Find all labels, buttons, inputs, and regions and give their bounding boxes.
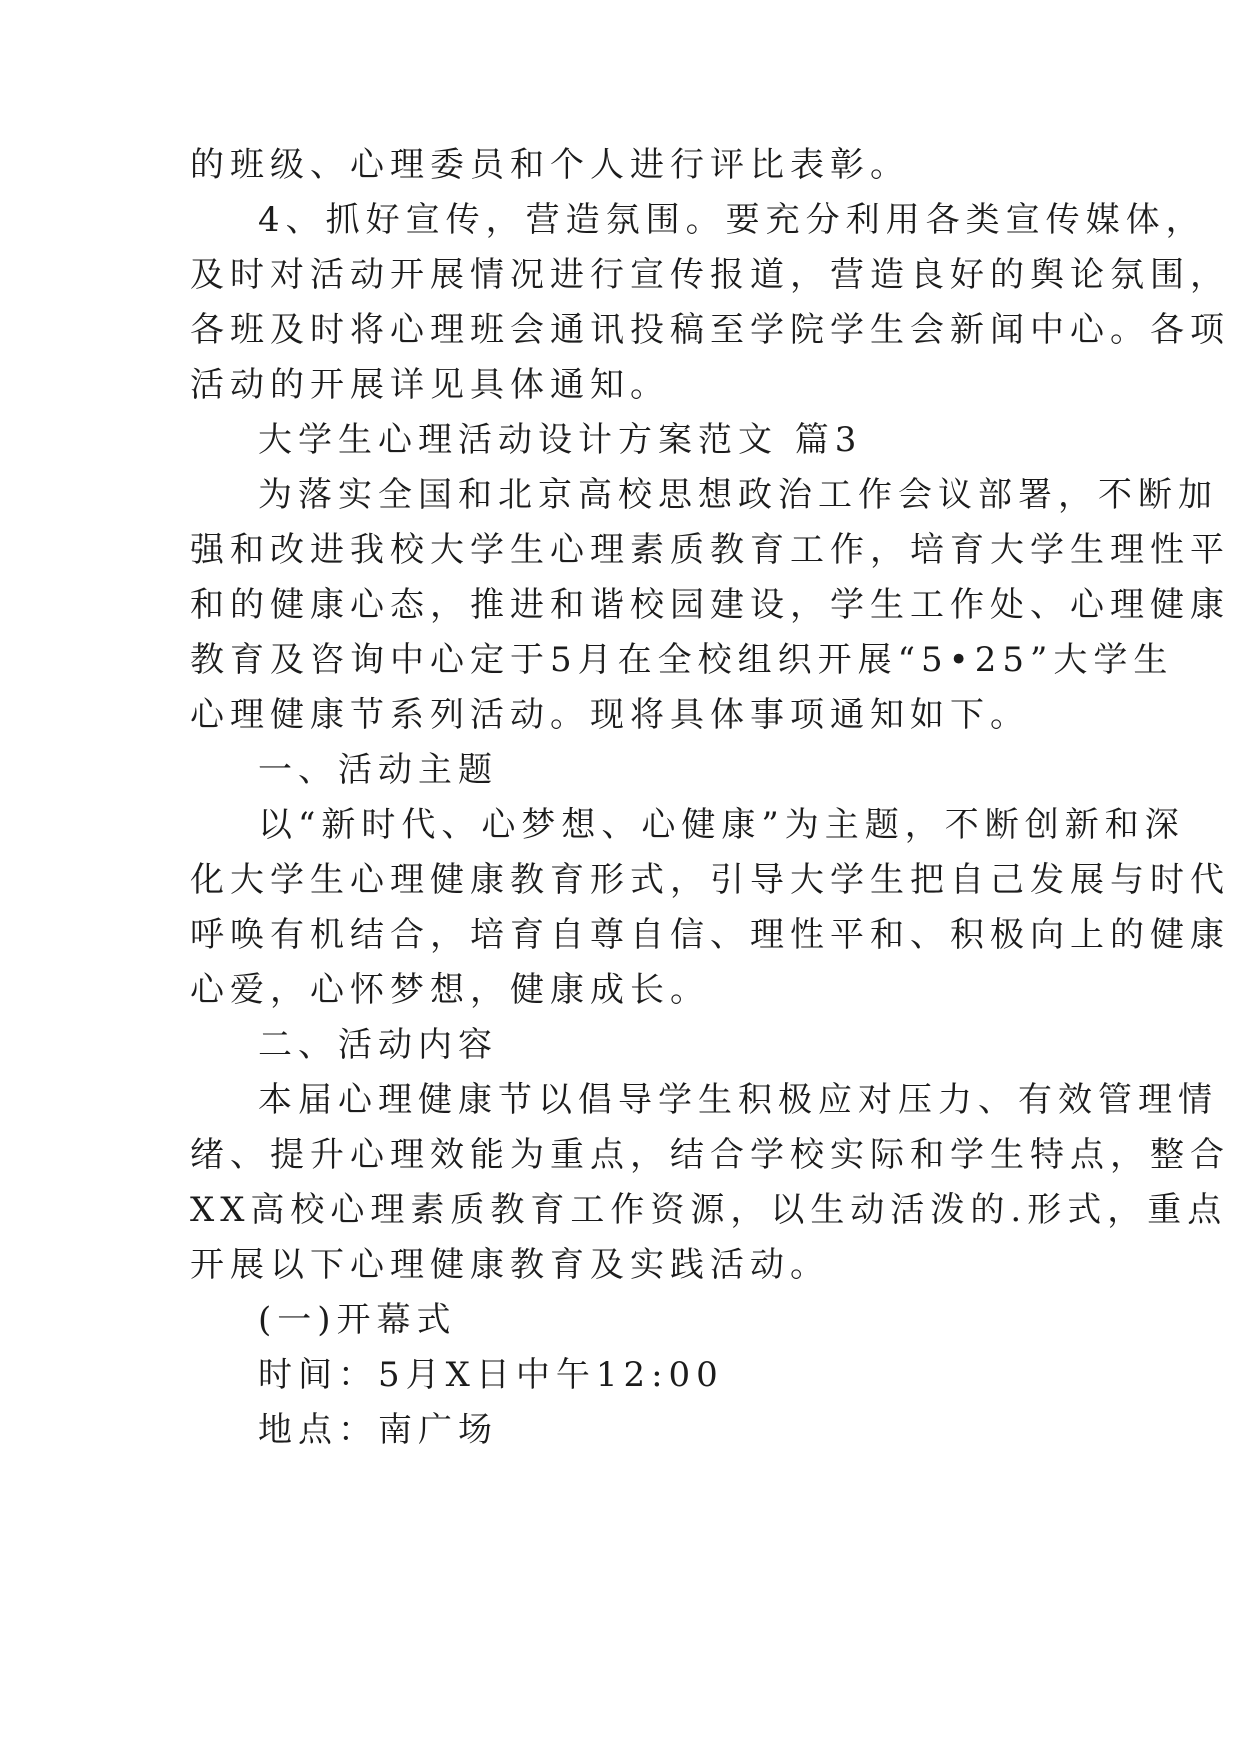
text-line: 时间：5月X日中午12:00 <box>258 1355 724 1395</box>
text-line: 各班及时将心理班会通讯投稿至学院学生会新闻中心。各项 <box>190 310 1230 350</box>
section-heading: (一)开幕式 <box>258 1300 457 1340</box>
text-line: 强和改进我校大学生心理素质教育工作，培育大学生理性平 <box>190 530 1230 570</box>
text-line: 为落实全国和北京高校思想政治工作会议部署，不断加 <box>258 475 1218 515</box>
text-line: 本届心理健康节以倡导学生积极应对压力、有效管理情 <box>258 1080 1218 1120</box>
text-line: XX高校心理素质教育工作资源，以生动活泼的.形式，重点 <box>190 1190 1228 1230</box>
section-heading: 一、活动主题 <box>258 750 498 790</box>
text-line: 开展以下心理健康教育及实践活动。 <box>190 1245 830 1285</box>
text-line: 教育及咨询中心定于5月在全校组织开展“5•25”大学生 <box>190 640 1174 680</box>
text-line: 化大学生心理健康教育形式，引导大学生把自己发展与时代 <box>190 860 1230 900</box>
text-line: 和的健康心态，推进和谐校园建设，学生工作处、心理健康 <box>190 585 1230 625</box>
text-line: 绪、提升心理效能为重点，结合学校实际和学生特点，整合 <box>190 1135 1230 1175</box>
section-heading: 二、活动内容 <box>258 1025 498 1065</box>
text-line: 活动的开展详见具体通知。 <box>190 365 670 405</box>
section-heading: 大学生心理活动设计方案范文 篇3 <box>258 420 863 460</box>
text-line: 及时对活动开展情况进行宣传报道，营造良好的舆论氛围， <box>190 255 1230 295</box>
text-line: 的班级、心理委员和个人进行评比表彰。 <box>190 145 910 185</box>
text-line: 心爱，心怀梦想，健康成长。 <box>190 970 710 1010</box>
text-line: 地点：南广场 <box>258 1410 498 1450</box>
text-line: 以“新时代、心梦想、心健康”为主题，不断创新和深 <box>258 805 1185 845</box>
text-line: 呼唤有机结合，培育自尊自信、理性平和、积极向上的健康 <box>190 915 1230 955</box>
text-line: 4、抓好宣传，营造氛围。要充分利用各类宣传媒体， <box>258 200 1206 240</box>
text-line: 心理健康节系列活动。现将具体事项通知如下。 <box>190 695 1030 735</box>
